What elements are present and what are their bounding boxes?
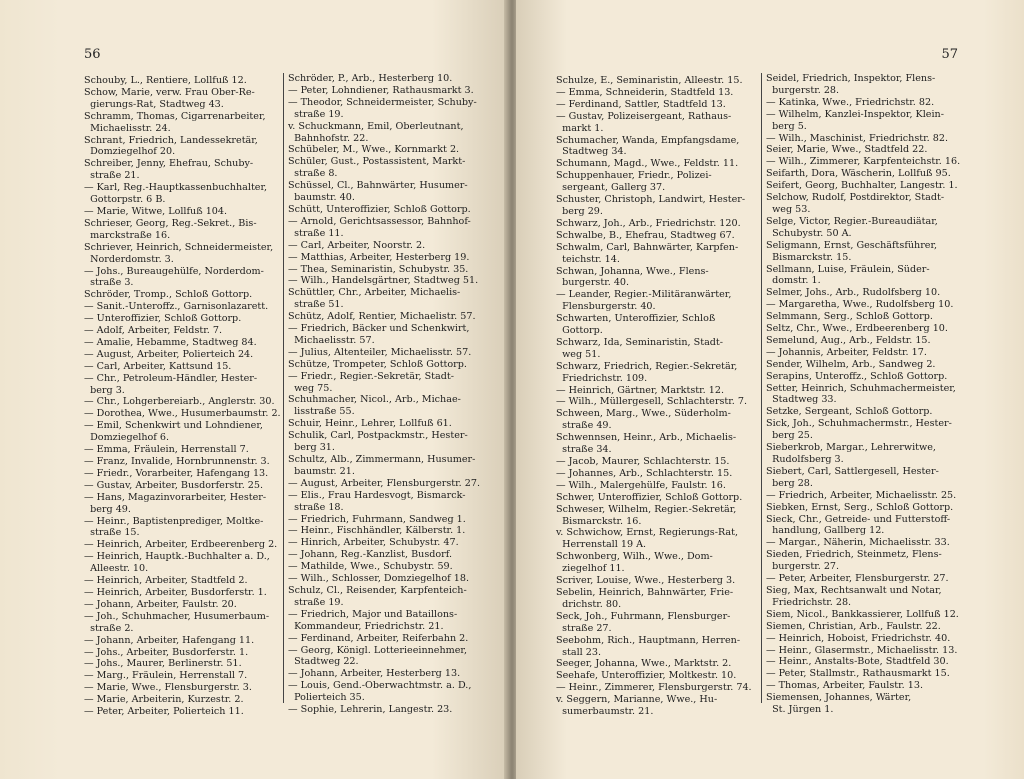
directory-entry: — Katinka, Wwe., Friedrichstr. 82. — [766, 96, 935, 108]
page-number: 56 — [84, 47, 101, 62]
directory-entry: — Joh., Schuhmacher, Husumerbaum- — [84, 610, 270, 622]
directory-entry: — Wilh., Maschinist, Friedrichstr. 82. — [766, 132, 949, 144]
directory-entry: Schwalbe, B., Ehefrau, Stadtweg 67. — [556, 229, 735, 241]
directory-entry: Stadtweg 22. — [288, 656, 359, 668]
directory-entry: — Marg., Fräulein, Herrenstall 7. — [84, 670, 248, 682]
directory-entry: Alleestr. 10. — [84, 563, 149, 575]
directory-entry: Schrieser, Georg, Reg.-Sekret., Bis- — [84, 217, 257, 229]
directory-entry: berg 49. — [84, 503, 131, 515]
directory-entry: — Heinr., Glasermstr., Michaelisstr. 13. — [766, 644, 958, 656]
directory-entry: — Friedrich, Fuhrmann, Sandweg 1. — [288, 513, 466, 525]
directory-entry: — Arnold, Gerichtsassessor, Bahnhof- — [288, 215, 471, 227]
directory-entry: Seligmann, Ernst, Geschäftsführer, — [766, 239, 938, 251]
directory-entry: Siebert, Carl, Sattlergesell, Hester- — [766, 465, 939, 477]
directory-entry: Seier, Marie, Wwe., Stadtfeld 22. — [766, 144, 928, 156]
directory-entry: Seifert, Georg, Buchhalter, Langestr. 1. — [766, 180, 958, 192]
directory-entry: Setzke, Sergeant, Schloß Gottorp. — [766, 406, 933, 418]
directory-entry: Schriever, Heinrich, Schneidermeister, — [84, 241, 274, 253]
directory-entry: Schumacher, Wanda, Empfangsdame, — [556, 134, 740, 146]
directory-entry: Schwarz, Friedrich, Regier.-Sekretär, — [556, 360, 738, 372]
directory-entry: Schultz, Alb., Zimmermann, Husumer- — [288, 454, 476, 465]
directory-entry: Sieden, Friedrich, Steinmetz, Flens- — [766, 549, 942, 561]
directory-entry: Schulze, E., Seminaristin, Alleestr. 15. — [556, 75, 743, 86]
directory-entry: Siebken, Ernst, Serg., Schloß Gottorp. — [766, 501, 954, 513]
directory-entry: Bahnhofstr. 22. — [288, 132, 369, 144]
directory-entry: Sick, Joh., Schuhmachermstr., Hester- — [766, 418, 952, 430]
directory-entry: Schröder, P., Arb., Hesterberg 10. — [288, 73, 453, 84]
directory-entry: — Margar., Näherin, Michaelisstr. 33. — [766, 537, 950, 549]
directory-entry: — Georg, Königl. Lotterieeinnehmer, — [288, 644, 468, 656]
directory-entry: St. Jürgen 1. — [766, 704, 834, 716]
directory-entry: — Emil, Schenkwirt und Lohndiener, — [84, 420, 263, 432]
directory-entry: — Theodor, Schneidermeister, Schuby- — [288, 96, 477, 108]
directory-entry: markt 1. — [556, 122, 604, 134]
left-page — [0, 0, 508, 779]
directory-column — [84, 75, 281, 718]
directory-entry: — Carl, Arbeiter, Kattsund 15. — [84, 360, 232, 372]
directory-entry: Michaelisstr. 57. — [288, 334, 375, 346]
directory-entry: — Johs., Arbeiter, Busdorferstr. 1. — [84, 646, 249, 658]
directory-entry: teichstr. 14. — [556, 253, 620, 265]
directory-entry: — Johs., Bureaugehülfe, Norderdom- — [84, 265, 264, 277]
directory-entry: stall 23. — [556, 646, 602, 658]
directory-entry: — Gustav, Arbeiter, Busdorferstr. 25. — [84, 479, 264, 491]
directory-entry: Schwer, Unteroffizier, Schloß Gottorp. — [556, 491, 743, 503]
directory-entry: — Marie, Witwe, Lollfuß 104. — [84, 205, 228, 217]
directory-entry: weg 51. — [556, 348, 601, 360]
directory-entry: Schouby, L., Rentiere, Lollfuß 12. — [84, 75, 247, 86]
directory-column — [761, 73, 961, 716]
directory-entry: Schuppenhauer, Friedr., Polizei- — [556, 170, 712, 182]
directory-entry: Schröder, Tromp., Schloß Gottorp. — [84, 289, 253, 301]
directory-entry: Schulz, Cl., Reisender, Karpfenteich- — [288, 584, 467, 596]
directory-entry: Sellmann, Luise, Fräulein, Süder- — [766, 263, 930, 275]
directory-entry: — Thomas, Arbeiter, Faulstr. 13. — [766, 680, 924, 692]
directory-entry: Friedrichstr. 28. — [766, 596, 852, 608]
directory-entry: Stadtweg 34. — [556, 146, 627, 158]
directory-entry: Schuster, Christoph, Landwirt, Hester- — [556, 194, 746, 206]
directory-entry: Schuir, Heinr., Lehrer, Lollfuß 61. — [288, 418, 452, 430]
directory-entry: — Carl, Arbeiter, Noorstr. 2. — [288, 239, 426, 251]
directory-entry: Seltz, Chr., Wwe., Erdbeerenberg 10. — [766, 323, 948, 335]
directory-entry: — Wilh., Handelsgärtner, Stadtweg 51. — [288, 275, 479, 287]
directory-entry: Domziegelhof 20. — [84, 146, 176, 158]
directory-entry: — Adolf, Arbeiter, Feldstr. 7. — [84, 325, 223, 337]
directory-entry: — Heinrich, Arbeiter, Busdorferstr. 1. — [84, 586, 267, 598]
directory-entry: — Sophie, Lehrerin, Langestr. 23. — [288, 704, 453, 716]
directory-entry: Selge, Victor, Regier.-Bureaudiätar, — [766, 215, 938, 227]
directory-entry: Schuhmacher, Nicol., Arb., Michae- — [288, 394, 461, 406]
directory-entry: weg 53. — [766, 203, 811, 215]
directory-entry: — Matthias, Arbeiter, Hesterberg 19. — [288, 251, 470, 263]
directory-entry: Gottorp. — [556, 325, 603, 337]
directory-entry: Schween, Marg., Wwe., Süderholm- — [556, 408, 731, 420]
page-number: 57 — [941, 47, 958, 62]
directory-entry: Stadtweg 33. — [766, 394, 837, 406]
directory-entry: — Heinrich, Gärtner, Marktstr. 12. — [556, 384, 725, 396]
directory-entry: burgerstr. 27. — [766, 561, 840, 573]
directory-entry: sumerbaumstr. 21. — [556, 706, 654, 718]
directory-entry: Siemensen, Johannes, Wärter, — [766, 692, 912, 704]
directory-entry: — Johann, Arbeiter, Hesterberg 13. — [288, 668, 461, 680]
directory-entry: gierungs-Rat, Stadtweg 43. — [84, 98, 224, 110]
directory-entry: — Heinrich, Arbeiter, Erdbeerenberg 2. — [84, 539, 278, 551]
directory-entry: — Friedr., Regier.-Sekretär, Stadt- — [288, 370, 454, 382]
directory-entry: — Ferdinand, Arbeiter, Reiferbahn 2. — [288, 632, 469, 644]
directory-entry: — Emma, Schneiderin, Stadtfeld 13. — [556, 86, 734, 98]
directory-entry: — Heinr., Anstalts-Bote, Stadtfeld 30. — [766, 656, 949, 668]
directory-entry: — Johann, Arbeiter, Hafengang 11. — [84, 634, 255, 646]
directory-entry: Flensburgerstr. 40. — [556, 301, 656, 313]
directory-entry: Schütze, Trompeter, Schloß Gottorp. — [288, 358, 467, 370]
directory-entry: straße 15. — [84, 527, 140, 539]
directory-entry: — Julius, Altenteiler, Michaelisstr. 57. — [288, 346, 472, 358]
directory-entry: Schrant, Friedrich, Landessekretär, — [84, 134, 258, 146]
directory-entry: v. Schuckmann, Emil, Oberleutnant, — [288, 120, 464, 132]
directory-entry: Serapins, Unteroffz., Schloß Gottorp. — [766, 370, 948, 382]
directory-column — [283, 73, 480, 716]
directory-entry: Norderdomstr. 3. — [84, 253, 174, 265]
directory-entry: Schwennsen, Heinr., Arb., Michaelis- — [556, 432, 737, 444]
directory-entry: Seck, Joh., Fuhrmann, Flensburger- — [556, 610, 731, 622]
directory-entry: sergeant, Gallerg 37. — [556, 182, 666, 194]
directory-entry: — Friedr., Vorarbeiter, Hafengang 13. — [84, 467, 269, 479]
directory-entry: — Leander, Regier.-Militäranwärter, — [556, 289, 732, 301]
directory-entry: — Karl, Reg.-Hauptkassenbuchhalter, — [84, 182, 268, 194]
directory-entry: Schüttler, Chr., Arbeiter, Michaelis- — [288, 287, 461, 299]
directory-entry: domstr. 1. — [766, 275, 821, 287]
directory-entry: — Peter, Arbeiter, Polierteich 11. — [84, 706, 244, 718]
directory-entry: v. Seggern, Marianne, Wwe., Hu- — [556, 694, 718, 706]
directory-entry: — Chr., Petroleum-Händler, Hester- — [84, 372, 258, 384]
directory-entry: — Ferdinand, Sattler, Stadtfeld 13. — [556, 98, 726, 110]
directory-entry: — Wilh., Schlosser, Domziegelhof 18. — [288, 573, 469, 585]
directory-entry: Schweser, Wilhelm, Regier.-Sekretär, — [556, 503, 737, 515]
directory-entry: straße 18. — [288, 501, 344, 513]
directory-entry: Schübeler, M., Wwe., Kornmarkt 2. — [288, 144, 460, 156]
directory-entry: — Heinr., Fischhändler, Kälberstr. 1. — [288, 525, 466, 537]
directory-entry: — Chr., Lohgerbereiarb., Anglerstr. 30. — [84, 396, 275, 408]
directory-entry: drichstr. 80. — [556, 598, 622, 610]
directory-entry: Siemen, Christian, Arb., Faulstr. 22. — [766, 620, 941, 632]
directory-entry: Schreiber, Jenny, Ehefrau, Schuby- — [84, 158, 254, 170]
directory-entry: Seeger, Johanna, Wwe., Marktstr. 2. — [556, 658, 732, 670]
directory-entry: Herrenstall 19 A. — [556, 539, 647, 551]
directory-entry: — Franz, Invalide, Hornbrunnenstr. 3. — [84, 456, 270, 467]
directory-entry: Rudolfsberg 3. — [766, 454, 844, 465]
directory-entry: — Peter, Stallmstr., Rathausmarkt 15. — [766, 668, 950, 680]
directory-entry: berg 28. — [766, 477, 813, 489]
directory-entry: Gottorpstr. 6 B. — [84, 194, 166, 206]
directory-entry: Sieg, Max, Rechtsanwalt und Notar, — [766, 584, 942, 596]
directory-entry: Bismarckstr. 16. — [556, 515, 642, 527]
directory-entry: — Wilh., Malergehülfe, Faulstr. 16. — [556, 479, 726, 491]
directory-entry: Seehafe, Unteroffizier, Moltkestr. 10. — [556, 670, 737, 682]
directory-entry: Sieberkrob, Margar., Lehrerwitwe, — [766, 442, 936, 454]
directory-entry: Michaelisstr. 24. — [84, 122, 171, 134]
directory-column — [556, 75, 752, 718]
directory-entry: — Heinrich, Hoboist, Friedrichstr. 40. — [766, 632, 951, 644]
directory-entry: Schütt, Unteroffizier, Schloß Gottorp. — [288, 203, 471, 215]
directory-entry: — Wilh., Zimmerer, Karpfenteichstr. 16. — [766, 156, 961, 168]
directory-entry: Schüssel, Cl., Bahnwärter, Husumer- — [288, 180, 468, 192]
directory-entry: — Marie, Arbeiterin, Kurzestr. 2. — [84, 694, 244, 706]
directory-entry: — Friedrich, Bäcker und Schenkwirt, — [288, 323, 470, 335]
directory-entry: — Heinrich, Arbeiter, Stadtfeld 2. — [84, 575, 248, 587]
directory-entry: — Peter, Arbeiter, Flensburgerstr. 27. — [766, 573, 949, 585]
directory-entry: lisstraße 55. — [288, 406, 355, 418]
directory-entry: straße 34. — [556, 444, 612, 456]
directory-entry: — August, Arbeiter, Polierteich 24. — [84, 348, 254, 360]
directory-entry: Seidel, Friedrich, Inspektor, Flens- — [766, 73, 936, 84]
directory-entry: — Friedrich, Arbeiter, Michaelisstr. 25. — [766, 489, 957, 501]
directory-entry: Schow, Marie, verw. Frau Ober-Re- — [84, 86, 255, 98]
directory-entry: — Heinrich, Hauptk.-Buchhalter a. D., — [84, 551, 270, 563]
directory-entry: ziegelhof 11. — [556, 563, 625, 575]
directory-entry: — Wilh., Müllergesell, Schlachterstr. 7. — [556, 396, 748, 408]
directory-entry: Selmer, Johs., Arb., Rudolfsberg 10. — [766, 287, 941, 299]
directory-entry: Schwarten, Unteroffizier, Schloß — [556, 313, 716, 325]
directory-entry: Schwalm, Carl, Bahnwärter, Karpfen- — [556, 241, 739, 253]
directory-entry: v. Schwichow, Ernst, Regierungs-Rat, — [556, 527, 739, 539]
directory-entry: straße 3. — [84, 277, 134, 289]
directory-entry: Schwarz, Joh., Arb., Friedrichstr. 120. — [556, 217, 741, 229]
directory-entry: straße 27. — [556, 622, 612, 634]
directory-entry: — Unteroffizier, Schloß Gottorp. — [84, 313, 242, 325]
directory-entry: Scriver, Louise, Wwe., Hesterberg 3. — [556, 575, 736, 587]
directory-entry: — Dorothea, Wwe., Husumerbaumstr. 2. — [84, 408, 281, 420]
directory-entry: — Johann, Reg.-Kanzlist, Busdorf. — [288, 549, 453, 561]
directory-entry: — Elis., Frau Hardesvogt, Bismarck- — [288, 489, 466, 501]
directory-entry: Sebelin, Heinrich, Bahnwärter, Frie- — [556, 586, 734, 598]
directory-entry: — Peter, Lohndiener, Rathausmarkt 3. — [288, 84, 474, 96]
directory-entry: Seebohm, Rich., Hauptmann, Herren- — [556, 634, 741, 646]
directory-entry: Bismarckstr. 15. — [766, 251, 852, 263]
directory-entry: burgerstr. 28. — [766, 84, 840, 96]
directory-entry: Selchow, Rudolf, Postdirektor, Stadt- — [766, 192, 945, 204]
directory-entry: Kommandeur, Friedrichstr. 21. — [288, 620, 444, 632]
directory-entry: straße 19. — [288, 596, 344, 608]
directory-entry: — Amalie, Hebamme, Stadtweg 84. — [84, 336, 257, 348]
directory-entry: Schwarz, Ida, Seminaristin, Stadt- — [556, 336, 724, 348]
directory-entry: — Sanit.-Unteroffz., Garnisonlazarett. — [84, 301, 269, 313]
directory-entry: — Johs., Maurer, Berlinerstr. 51. — [84, 658, 242, 670]
directory-entry: straße 51. — [288, 299, 344, 311]
directory-entry: Schwonberg, Wilh., Wwe., Dom- — [556, 551, 713, 563]
directory-entry: — Friedrich, Major und Bataillons- — [288, 608, 458, 620]
directory-entry: berg 25. — [766, 430, 813, 442]
directory-entry: — August, Arbeiter, Flensburgerstr. 27. — [288, 477, 480, 489]
directory-entry: Siem, Nicol., Bankkassierer, Lollfuß 12. — [766, 608, 959, 620]
directory-entry: — Jacob, Maurer, Schlachterstr. 15. — [556, 456, 730, 467]
directory-entry: Schütz, Adolf, Rentier, Michaelistr. 57. — [288, 311, 476, 323]
directory-entry: berg 29. — [556, 205, 603, 217]
directory-entry: straße 11. — [288, 227, 344, 239]
directory-entry: berg 31. — [288, 442, 335, 454]
directory-entry: Schumann, Magd., Wwe., Feldstr. 11. — [556, 158, 739, 170]
directory-entry: — Gustav, Polizeisergeant, Rathaus- — [556, 110, 732, 122]
directory-entry: — Heinr., Baptistenprediger, Moltke- — [84, 515, 264, 527]
directory-entry: — Hinrich, Arbeiter, Schubystr. 47. — [288, 537, 459, 549]
directory-entry: Polierteich 35. — [288, 692, 365, 704]
directory-entry: Schüler, Gust., Postassistent, Markt- — [288, 156, 466, 168]
directory-entry: — Marie, Wwe., Flensburgerstr. 3. — [84, 682, 252, 694]
directory-entry: — Thea, Seminaristin, Schubystr. 35. — [288, 263, 469, 275]
directory-entry: Seifarth, Dora, Wäscherin, Lollfuß 95. — [766, 168, 951, 180]
right-page — [516, 0, 1024, 779]
directory-entry: marckstraße 16. — [84, 229, 171, 241]
directory-entry: straße 2. — [84, 622, 134, 634]
directory-entry: berg 5. — [766, 120, 807, 132]
directory-entry: straße 8. — [288, 168, 338, 180]
directory-entry: baumstr. 21. — [288, 465, 355, 477]
directory-entry: Sieck, Chr., Getreide- und Futterstoff- — [766, 513, 951, 525]
directory-entry: Schubystr. 50 A. — [766, 227, 852, 239]
directory-entry: Friedrichstr. 109. — [556, 372, 648, 384]
directory-entry: Domziegelhof 6. — [84, 432, 170, 444]
directory-entry: — Louis, Gend.-Oberwachtmstr. a. D., — [288, 680, 472, 692]
directory-entry: — Wilhelm, Kanzlei-Inspektor, Klein- — [766, 108, 944, 120]
directory-entry: — Johann, Arbeiter, Faulstr. 20. — [84, 598, 237, 610]
directory-entry: Sender, Wilhelm, Arb., Sandweg 2. — [766, 358, 936, 370]
directory-entry: baumstr. 40. — [288, 192, 355, 204]
directory-entry: — Johannis, Arbeiter, Feldstr. 17. — [766, 346, 927, 358]
directory-entry: weg 75. — [288, 382, 333, 394]
directory-entry: — Johannes, Arb., Schlachterstr. 15. — [556, 467, 733, 479]
directory-entry: straße 21. — [84, 170, 140, 182]
directory-entry: — Mathilde, Wwe., Schubystr. 59. — [288, 561, 453, 573]
directory-entry: — Emma, Fräulein, Herrenstall 7. — [84, 444, 249, 456]
directory-entry: berg 3. — [84, 384, 125, 396]
directory-entry: straße 19. — [288, 108, 344, 120]
directory-entry: Setter, Heinrich, Schuhmachermeister, — [766, 382, 956, 394]
directory-entry: — Heinr., Zimmerer, Flensburgerstr. 74. — [556, 682, 752, 694]
directory-entry: — Margaretha, Wwe., Rudolfsberg 10. — [766, 299, 954, 311]
directory-entry: Schramm, Thomas, Cigarrenarbeiter, — [84, 110, 266, 122]
directory-entry: Semelund, Aug., Arb., Feldstr. 15. — [766, 334, 931, 346]
directory-entry: Selmmann, Serg., Schloß Gottorp. — [766, 311, 933, 323]
directory-entry: handlung, Gallberg 12. — [766, 525, 885, 537]
directory-entry: Schulik, Carl, Postpackmstr., Hester- — [288, 430, 468, 442]
directory-entry: — Hans, Magazinvorarbeiter, Hester- — [84, 491, 267, 503]
directory-entry: burgerstr. 40. — [556, 277, 630, 289]
directory-entry: Schwan, Johanna, Wwe., Flens- — [556, 265, 709, 277]
directory-entry: straße 49. — [556, 420, 612, 432]
